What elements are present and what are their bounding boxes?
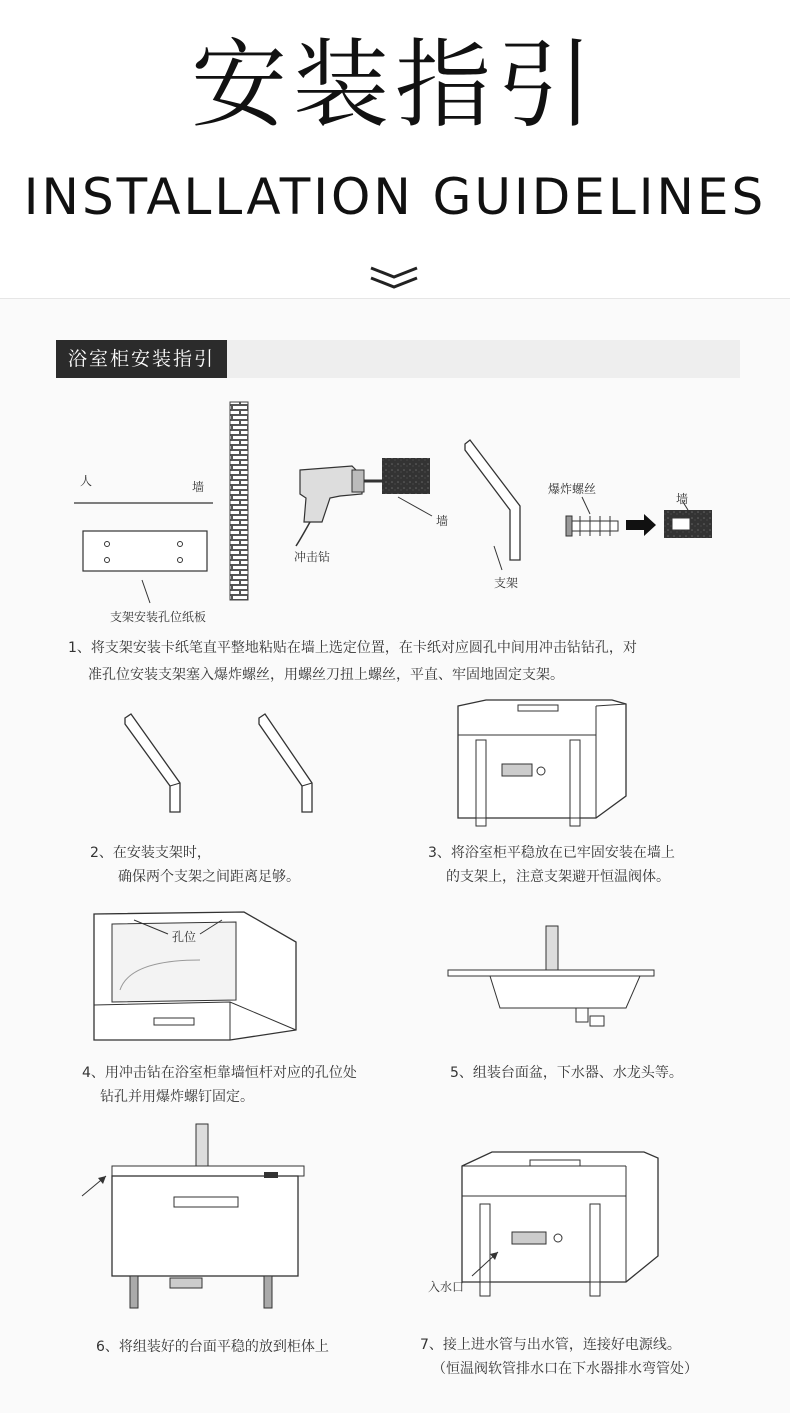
bracket-icon bbox=[465, 440, 520, 560]
step5-caption: 5、组装台面盆，下水器、水龙头等。 bbox=[450, 1065, 683, 1081]
step2-caption-line1: 2、在安装支架时， bbox=[90, 845, 211, 861]
label-drill: 冲击钻 bbox=[294, 550, 331, 564]
step6-cabinet bbox=[82, 1124, 304, 1308]
page-title-cn: 安装指引 bbox=[191, 29, 599, 141]
wall-block bbox=[382, 458, 430, 494]
step7-caption-line1: 7、接上进水管与出水管，连接好电源线。 bbox=[420, 1337, 681, 1353]
template-board bbox=[83, 531, 207, 571]
label-anchor-bolt: 爆炸螺丝 bbox=[548, 482, 597, 496]
step1-diagram bbox=[74, 402, 712, 603]
section-title: 浴室柜安装指引 bbox=[56, 340, 227, 378]
step4-caption-line2: 钻孔并用爆炸螺钉固定。 bbox=[100, 1089, 254, 1105]
step1-caption-line1: 1、将支架安装卡纸笔直平整地粘贴在墙上选定位置，在卡纸对应圆孔中间用冲击钻钻孔，对 bbox=[68, 640, 637, 656]
label-wall-2: 墙 bbox=[436, 514, 449, 528]
label-template: 支架安装孔位纸板 bbox=[110, 610, 207, 624]
brick-wall bbox=[230, 402, 248, 600]
step3-caption-line1: 3、将浴室柜平稳放在已牢固安装在墙上 bbox=[428, 845, 675, 861]
arrow-right-icon bbox=[626, 514, 656, 536]
impact-drill-icon bbox=[296, 466, 386, 546]
faucet-icon bbox=[196, 1124, 208, 1166]
step2-caption-line2: 确保两个支架之间距离足够。 bbox=[118, 869, 300, 885]
step7-caption-line2: （恒温阀软管排水口在下水器排水弯管处） bbox=[432, 1361, 698, 1377]
label-hole-position: 孔位 bbox=[172, 930, 197, 944]
faucet-icon bbox=[546, 926, 558, 970]
anchor-bolt-icon bbox=[566, 516, 618, 536]
step7-cabinet bbox=[462, 1152, 658, 1296]
label-wall: 墙 bbox=[192, 480, 205, 494]
step6-caption: 6、将组装好的台面平稳的放到柜体上 bbox=[96, 1339, 329, 1355]
step3-cabinet bbox=[458, 700, 626, 826]
label-water-inlet: 入水口 bbox=[428, 1280, 465, 1294]
label-person: 人 bbox=[80, 474, 93, 488]
step3-caption-line2: 的支架上，注意支架避开恒温阀体。 bbox=[446, 869, 670, 885]
label-wall-3: 墙 bbox=[676, 492, 689, 506]
page-title-en: INSTALLATION GUIDELINES bbox=[23, 168, 767, 226]
label-bracket: 支架 bbox=[494, 576, 519, 590]
step5-basin bbox=[448, 926, 654, 1026]
step1-caption-line2: 准孔位安装支架塞入爆炸螺丝，用螺丝刀扭上螺丝，平直、牢固地固定支架。 bbox=[88, 667, 564, 683]
step2-brackets bbox=[125, 714, 312, 812]
step4-caption-line1: 4、用冲击钻在浴室柜靠墙恒杆对应的孔位处 bbox=[82, 1065, 357, 1081]
